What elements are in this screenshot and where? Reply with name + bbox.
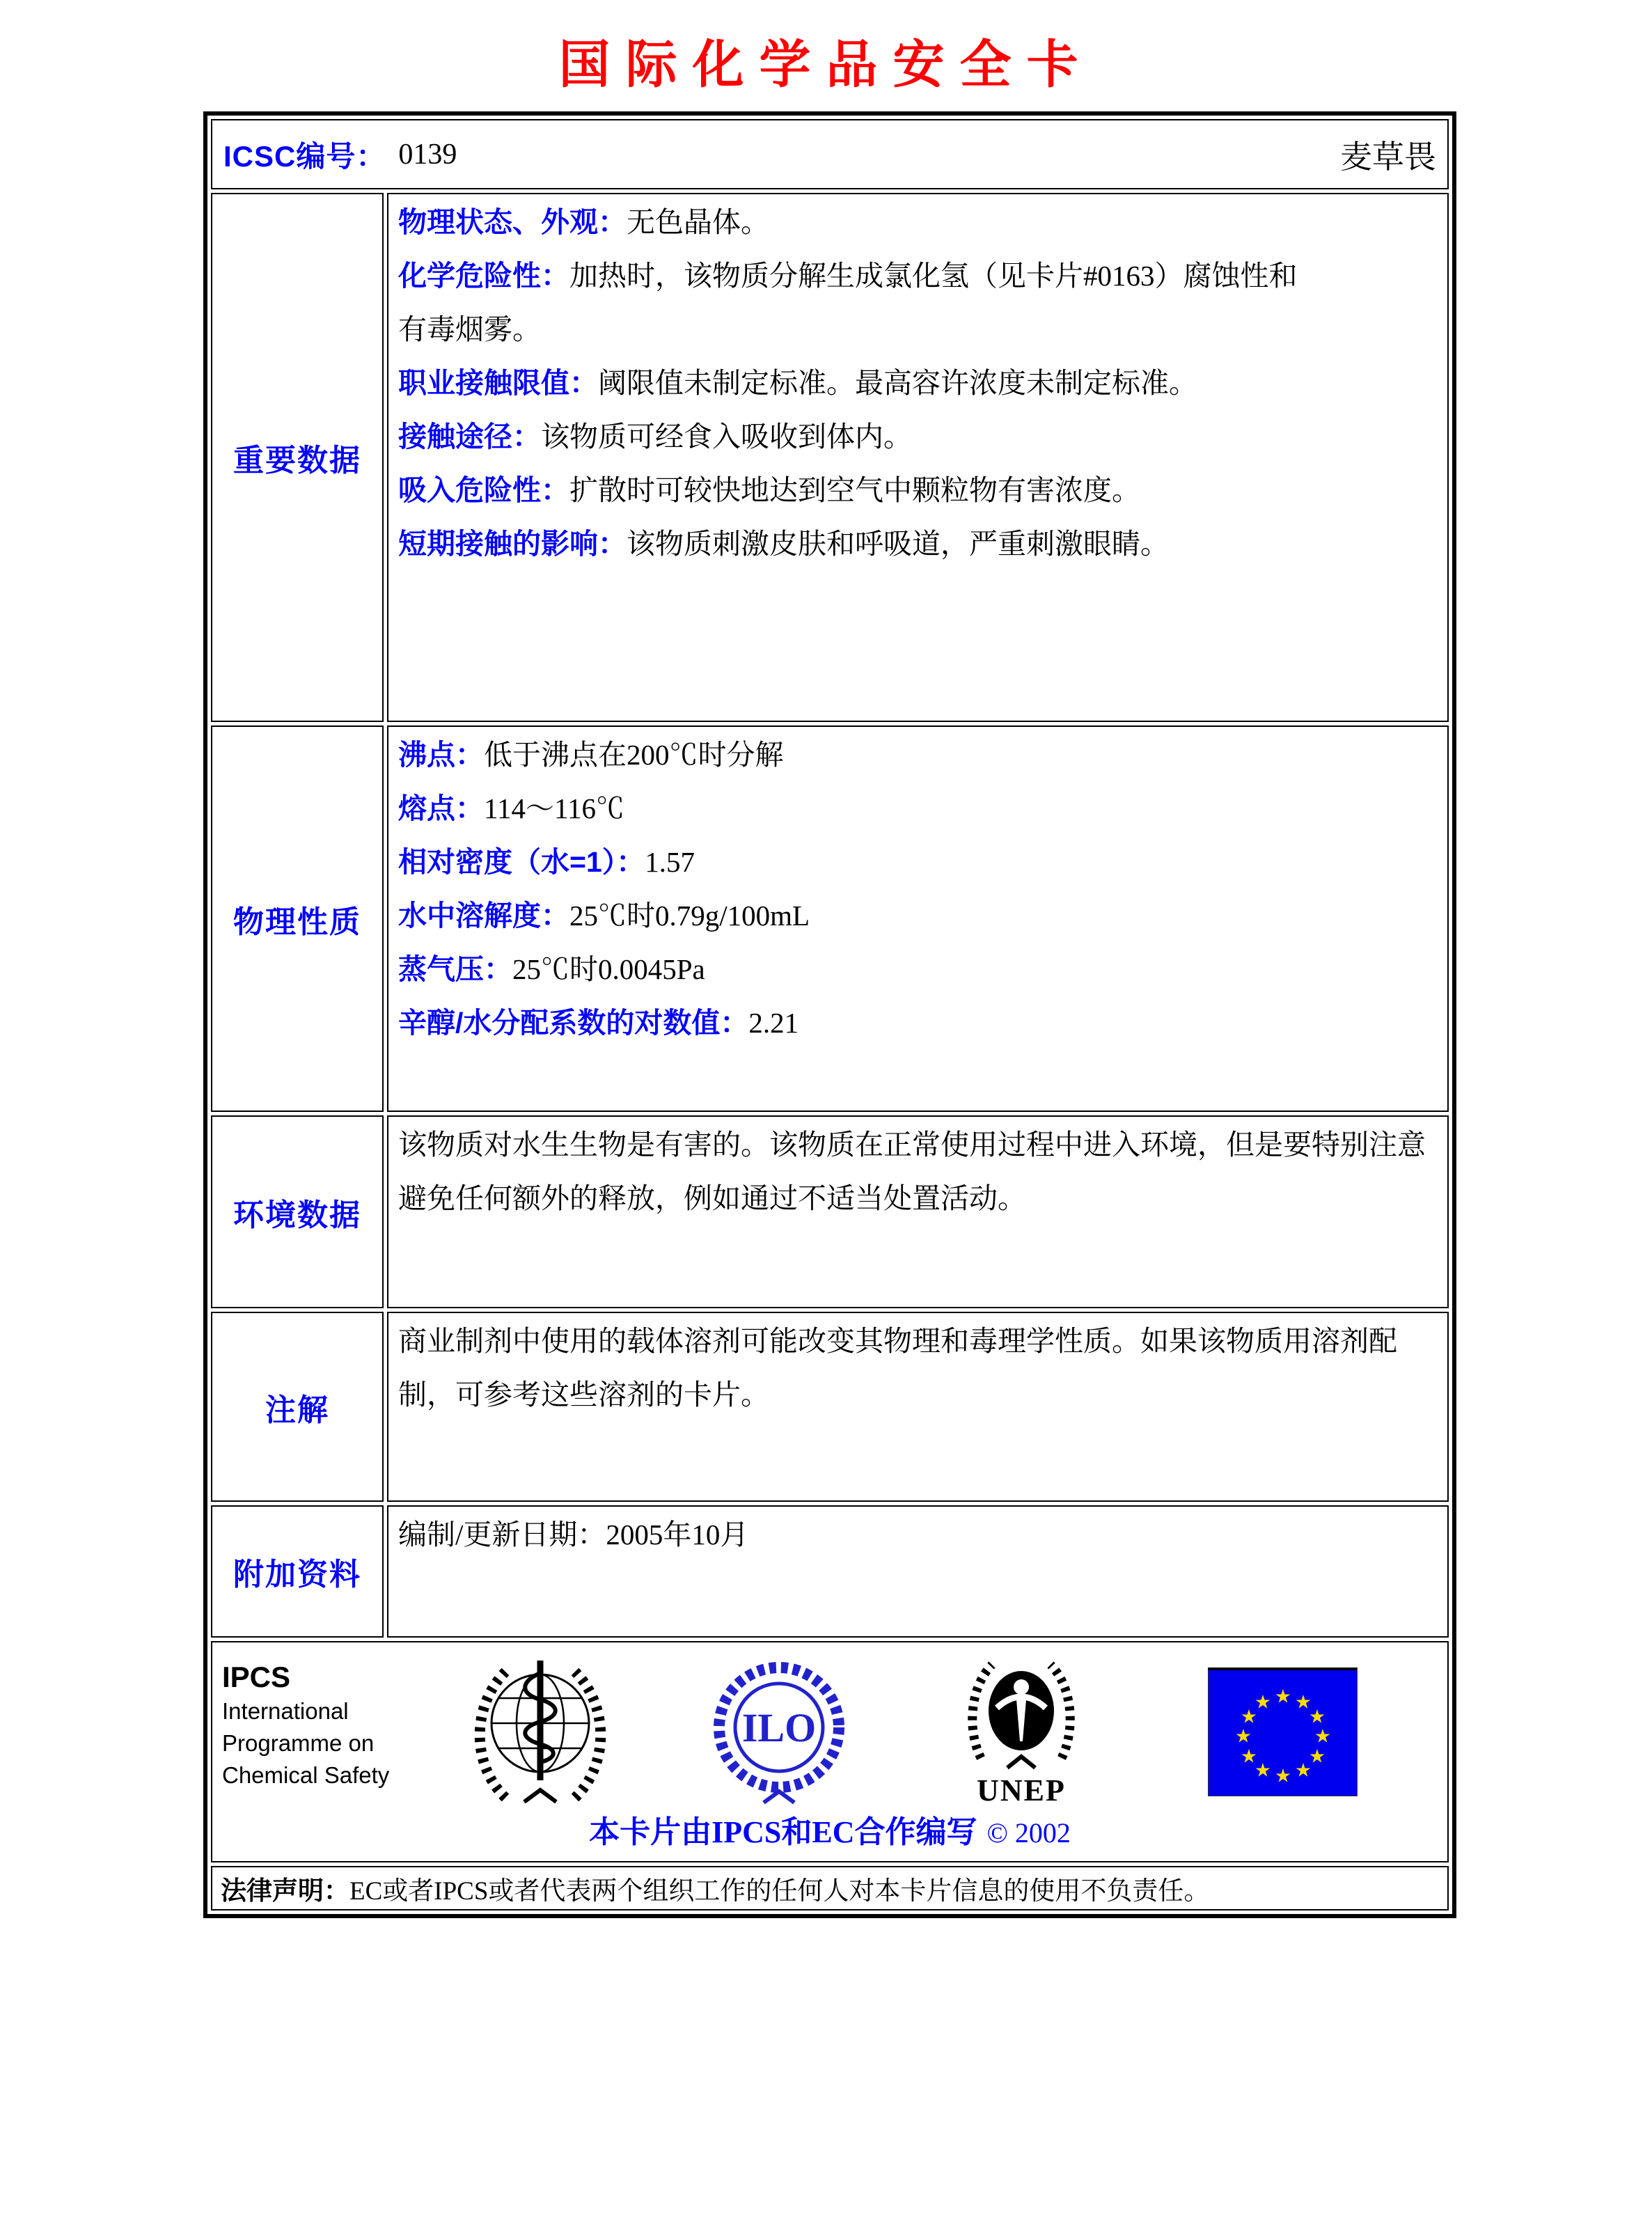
icsc-number-label: ICSC编号： bbox=[223, 139, 386, 173]
ilo-logo-icon bbox=[708, 1658, 851, 1811]
eu-star-icon: ★ bbox=[1294, 1691, 1312, 1713]
eu-star-icon: ★ bbox=[1314, 1725, 1332, 1748]
ipcs-line: Chemical Safety bbox=[222, 1762, 390, 1788]
ipcs-text-block bbox=[222, 1659, 389, 1791]
legal-row bbox=[211, 1866, 1449, 1911]
section-notes bbox=[211, 1312, 1449, 1502]
section-label-important-data: 重要数据 bbox=[211, 193, 384, 722]
field-value: 2.21 bbox=[748, 1007, 799, 1039]
eu-star-icon: ★ bbox=[1254, 1759, 1272, 1782]
field-label: 沸点： bbox=[398, 739, 484, 771]
field-value: 加热时，该物质分解生成氯化氢（见卡片#0163）腐蚀性和有毒烟雾。 bbox=[398, 260, 1298, 345]
section-label-physical-properties: 物理性质 bbox=[211, 725, 384, 1112]
field-label: 编制/更新日期： bbox=[398, 1519, 606, 1551]
field-value: 无色晶体。 bbox=[627, 206, 769, 238]
footer-caption bbox=[212, 1807, 1447, 1851]
eu-star-icon: ★ bbox=[1274, 1765, 1292, 1787]
eu-star-icon: ★ bbox=[1254, 1691, 1272, 1713]
section-label-additional-info: 附加资料 bbox=[211, 1505, 384, 1638]
important-data-content bbox=[387, 193, 1449, 722]
field-octanol-water-partition bbox=[398, 996, 1438, 1050]
eu-star-icon: ★ bbox=[1308, 1745, 1326, 1768]
field-value: 阈限值未制定标准。最高容许浓度未制定标准。 bbox=[598, 367, 1197, 399]
legal-text: EC或者IPCS或者代表两个组织工作的任何人对本卡片信息的使用不负责任。 bbox=[349, 1877, 1210, 1906]
field-label: 熔点： bbox=[398, 792, 484, 824]
ipcs-line: International bbox=[222, 1698, 349, 1724]
footer-cell bbox=[211, 1641, 1449, 1862]
eu-flag-icon bbox=[1208, 1668, 1358, 1796]
icsc-card bbox=[203, 111, 1456, 1918]
header-cell bbox=[211, 119, 1449, 189]
field-label: 水中溶解度： bbox=[398, 900, 569, 932]
field-water-solubility bbox=[398, 889, 1438, 943]
field-value: 2005年10月 bbox=[606, 1519, 749, 1551]
physical-properties-content bbox=[387, 725, 1449, 1112]
field-exposure-routes bbox=[398, 410, 1438, 464]
field-label: 接触途径： bbox=[398, 421, 541, 453]
notes-text: 商业制剂中使用的载体溶剂可能改变其物理和毒理学性质。如果该物质用溶剂配制，可参考这些溶剂的卡片。 bbox=[398, 1325, 1397, 1411]
chemical-name: 麦草畏 bbox=[1340, 139, 1436, 175]
field-vapor-pressure bbox=[398, 943, 1438, 996]
field-label: 相对密度（水=1）： bbox=[398, 846, 645, 878]
who-logo-icon bbox=[466, 1654, 615, 1814]
field-value: 扩散时可较快地达到空气中颗粒物有害浓度。 bbox=[569, 474, 1140, 506]
ipcs-acronym: IPCS bbox=[222, 1661, 291, 1693]
field-value: 低于沸点在200℃时分解 bbox=[484, 739, 784, 771]
section-label-environmental-data: 环境数据 bbox=[211, 1115, 384, 1308]
additional-info-content bbox=[387, 1505, 1449, 1638]
field-label: 职业接触限值： bbox=[398, 367, 598, 399]
ipcs-line: Programme on bbox=[222, 1730, 375, 1756]
field-update-date bbox=[398, 1508, 1438, 1562]
icsc-number-value: 0139 bbox=[398, 138, 457, 171]
field-label: 物理状态、外观： bbox=[398, 206, 627, 238]
eu-star-icon: ★ bbox=[1294, 1759, 1312, 1782]
legal-cell bbox=[211, 1866, 1449, 1911]
section-physical-properties bbox=[211, 725, 1449, 1112]
field-value: 1.57 bbox=[645, 846, 695, 878]
field-label: 辛醇/水分配系数的对数值： bbox=[398, 1007, 749, 1039]
eu-star-icon: ★ bbox=[1274, 1686, 1292, 1708]
field-label: 吸入危险性： bbox=[398, 474, 569, 506]
footer-row bbox=[211, 1641, 1449, 1862]
field-inhalation-risk bbox=[398, 464, 1438, 517]
section-label-notes: 注解 bbox=[211, 1312, 384, 1502]
section-important-data bbox=[211, 193, 1449, 722]
field-short-term-effects bbox=[398, 517, 1438, 571]
section-additional-info bbox=[211, 1505, 1449, 1638]
eu-star-icon: ★ bbox=[1308, 1706, 1326, 1728]
unep-logo-text: UNEP bbox=[977, 1773, 1066, 1807]
environmental-data-text: 该物质对水生生物是有害的。该物质在正常使用过程中进入环境，但是要特别注意避免任何额外的释放，例如通过不适当处置活动。 bbox=[398, 1129, 1426, 1214]
header-row bbox=[211, 119, 1449, 189]
eu-star-icon: ★ bbox=[1234, 1725, 1252, 1748]
field-occupational-limits bbox=[398, 356, 1438, 410]
page-title: 国际化学品安全卡 bbox=[558, 37, 1094, 94]
field-melting-point bbox=[398, 782, 1438, 836]
field-value: 该物质刺激皮肤和呼吸道，严重刺激眼睛。 bbox=[627, 528, 1169, 560]
field-label: 短期接触的影响： bbox=[398, 528, 627, 560]
field-value: 25℃时0.79g/100mL bbox=[569, 900, 810, 932]
field-label: 化学危险性： bbox=[398, 260, 569, 292]
section-environmental-data bbox=[211, 1115, 1449, 1308]
eu-star-icon: ★ bbox=[1240, 1706, 1258, 1728]
legal-label: 法律声明： bbox=[221, 1876, 349, 1905]
notes-content bbox=[387, 1312, 1449, 1502]
field-physical-state bbox=[398, 196, 1438, 249]
field-value: 25℃时0.0045Pa bbox=[512, 953, 705, 985]
field-value: 该物质可经食入吸收到体内。 bbox=[541, 421, 912, 453]
footer-copyright: © 2002 bbox=[986, 1817, 1071, 1849]
unep-logo-icon bbox=[959, 1654, 1084, 1808]
field-value: 114～116℃ bbox=[484, 792, 624, 824]
field-label: 蒸气压： bbox=[398, 953, 512, 985]
field-boiling-point bbox=[398, 728, 1438, 782]
eu-star-icon: ★ bbox=[1240, 1745, 1258, 1768]
ilo-logo-text: ILO bbox=[741, 1705, 817, 1750]
field-relative-density bbox=[398, 836, 1438, 889]
field-chemical-danger bbox=[398, 249, 1324, 356]
environmental-data-content bbox=[387, 1115, 1449, 1308]
footer-caption-text: 本卡片由IPCS和EC合作编写 bbox=[589, 1815, 977, 1849]
